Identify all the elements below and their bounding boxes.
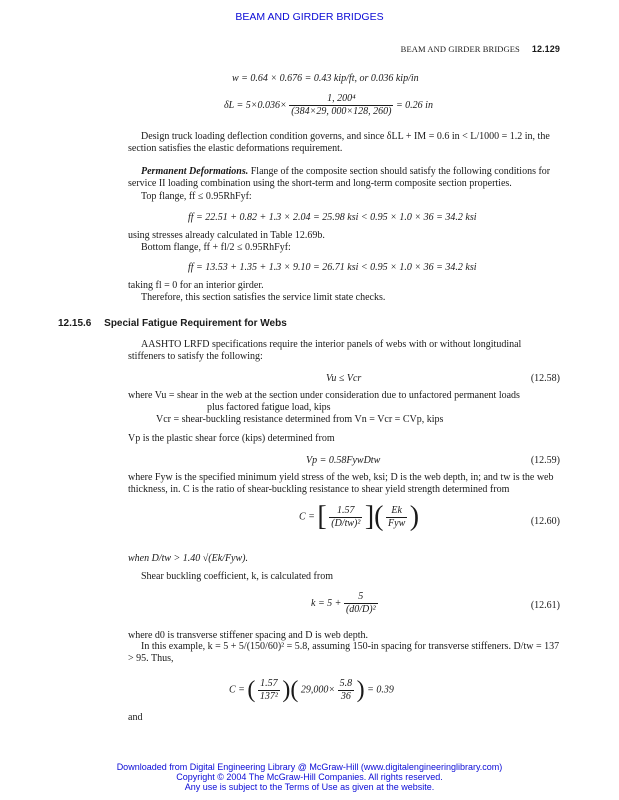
perm-def-heading: Permanent Deformations.	[141, 166, 249, 177]
eq-C-mid: 29,000×	[300, 684, 336, 696]
page-number: 12.129	[531, 44, 560, 54]
eqno-12-60: (12.60)	[530, 516, 560, 527]
eq-1260-num1: 1.57	[329, 505, 362, 518]
taking-fl: taking fl = 0 for an interior girder.	[128, 280, 264, 291]
when-condition: when D/tw > 1.40 √(Ek/Fyw).	[128, 553, 248, 564]
eq-1260-den1: (D/tw)²	[331, 517, 361, 529]
page-banner: BEAM AND GIRDER BRIDGES	[235, 11, 384, 23]
equation-12-58: Vu ≤ Vcr	[326, 373, 362, 384]
footer-terms[interactable]: Any use is subject to the Terms of Use as given at the website.	[184, 782, 435, 792]
section-number: 12.15.6	[58, 318, 92, 329]
where-vu-cont: plus factored fatigue load, kips	[207, 402, 331, 413]
eq-C-frac2	[338, 678, 355, 703]
eq-deltaL-lhs: δL = 5×0.036×	[224, 99, 287, 111]
eqno-12-61: (12.61)	[530, 600, 560, 611]
section-heading	[58, 318, 287, 329]
para-design-truck: Design truck loading deflection condition governs, and since δLL + IM = 0.6 in < L/1000 = 1.2 in, the section satisfies the elastic deformations requirement.	[128, 131, 550, 155]
section-title: Special Fatigue Requirement for Webs	[104, 318, 287, 329]
where-vcr: Vcr = shear-buckling resistance determined from Vn = Vcr = CVp, kips	[156, 414, 444, 425]
eqno-12-58: (12.58)	[530, 373, 560, 384]
and-text: and	[128, 712, 143, 723]
using-stresses: using stresses already calculated in Table 12.69b.	[128, 230, 325, 241]
para-example: In this example, k = 5 + 5/(150/60)² = 5.8, assuming 150-in spacing for transverse stiffeners. D/tw = 137 > 95. Thus,	[128, 641, 560, 665]
footer-download-link[interactable]: Downloaded from Digital Engineering Library @ McGraw-Hill (www.digitalengineeringlibrary.com)	[116, 762, 503, 772]
eq-1261-frac	[344, 591, 378, 616]
eqno-12-59: (12.59)	[530, 455, 560, 466]
eq-deltaL-den: (384×29, 000×128, 260)	[291, 106, 392, 117]
where-d0: where d0 is transverse stiffener spacing and D is web depth.	[128, 630, 369, 641]
eq-C-num2: 5.8	[339, 677, 353, 689]
equation-bottom-flange: ff = 13.53 + 1.35 + 1.3 × 9.10 = 26.71 ksi < 0.95 × 1.0 × 36 = 34.2 ksi	[188, 262, 477, 273]
eq-C-lhs: C =	[229, 684, 245, 696]
therefore-service: Therefore, this section satisfies the service limit state checks.	[141, 292, 386, 303]
eq-C-num1: 1.57	[258, 678, 280, 691]
bottom-flange-label: Bottom flange, ff + fl/2 ≤ 0.95RhFyf:	[141, 242, 291, 253]
equation-deltaL	[224, 93, 433, 118]
vp-plastic: Vp is the plastic shear force (kips) determined from	[128, 433, 335, 444]
eq-C-den2: 36	[340, 690, 351, 702]
eq-C-den1: 137²	[259, 690, 278, 702]
para-aashto: AASHTO LRFD specifications require the interior panels of webs with or without longitudinal stiffeners to satisfy the following:	[128, 339, 522, 363]
eq-1260-frac1	[329, 505, 362, 530]
equation-12-61	[311, 591, 378, 616]
eq-deltaL-num: 1, 200⁴	[289, 93, 393, 106]
shear-coef: Shear buckling coefficient, k, is calculated from	[141, 571, 333, 582]
running-head-title: BEAM AND GIRDER BRIDGES	[400, 44, 520, 54]
equation-w: w = 0.64 × 0.676 = 0.43 kip/ft, or 0.036 kip/in	[232, 73, 419, 84]
running-head	[380, 44, 560, 54]
eq-1261-den: (d0/D)²	[345, 604, 376, 615]
eq-1260-den2: Fyw	[388, 517, 406, 529]
where-vu: where Vu = shear in the web at the section under consideration due to unfactored permanent loads	[128, 390, 520, 401]
equation-12-60: C = [ $\frac{1.57}{\text{(D/tw)²}}$ ]( $\frac{Ek}{\text{Fyw}}$ )	[299, 501, 420, 532]
eq-deltaL-rhs: = 0.26 in	[395, 99, 433, 111]
eq-C-frac1	[258, 678, 280, 703]
eq-C-rhs: = 0.39	[367, 684, 394, 696]
top-flange-label: Top flange, ff ≤ 0.95RhFyf:	[141, 191, 252, 202]
equation-top-flange: ff = 22.51 + 0.82 + 1.3 × 2.04 = 25.98 ksi < 0.95 × 1.0 × 36 = 34.2 ksi	[188, 212, 477, 223]
eq-1260-lhs: C =	[299, 511, 315, 523]
eq-deltaL-fraction	[289, 93, 393, 118]
equation-C: C = ( $\frac{1.57}{\text{137²}}$ )( 29,000× $\frac{5.8}{36}$ ) = 0.39	[229, 677, 394, 703]
eq-1260-frac2	[386, 505, 407, 530]
para-permanent-deformations	[128, 166, 560, 191]
eq-1261-lhs: k = 5 +	[311, 597, 342, 609]
eq-1260-num2: Ek	[386, 505, 407, 518]
equation-12-59: Vp = 0.58FywDtw	[306, 455, 381, 466]
para-fyw: where Fyw is the specified minimum yield stress of the web, ksi; D is the web depth, in; and tw is the web thickness, in. C is the ratio of shear-buckling resistance to shear yield strength determined from	[128, 472, 554, 496]
footer-copyright: Copyright © 2004 The McGraw-Hill Companies. All rights reserved.	[176, 772, 443, 782]
eq-1261-num: 5	[344, 591, 378, 604]
perm-def-text: Flange of the composite section should satisfy the following conditions for service II loading combination using the short-term and long-term composite section properties.	[128, 166, 551, 190]
